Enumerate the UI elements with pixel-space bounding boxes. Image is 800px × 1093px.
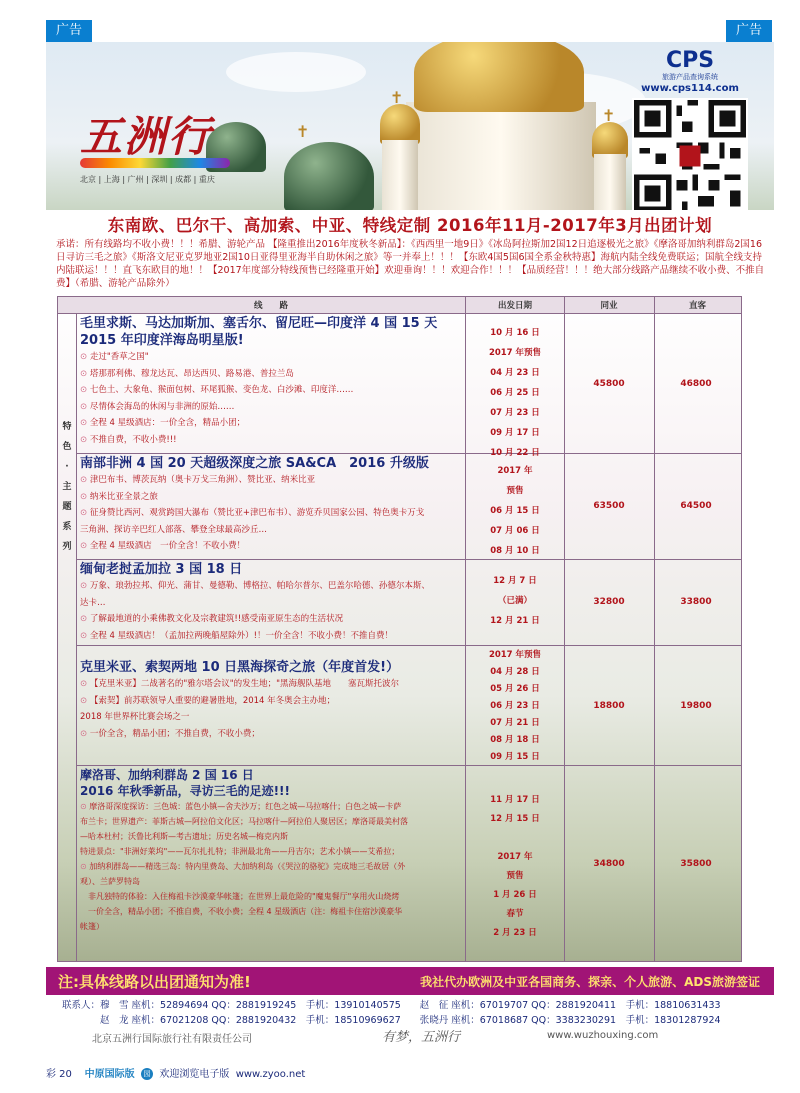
route-title: 南部非洲 4 国 20 天超级深度之旅 SA&CA 2016 升级版: [80, 456, 429, 471]
price-peer: 63500: [593, 501, 625, 511]
slogan: 有梦，五洲行: [382, 1030, 461, 1045]
route-bullet: ⊙ 走过"香草之国": [80, 349, 490, 366]
route-bullet: ⊙ 【克里米亚】二战著名的"雅尔塔会议"的发生地；"黑海舰队基地 塞瓦斯托波尔: [80, 676, 490, 693]
route-bullet: ⊙ 摩洛哥深度探访：三色城：蓝色小镇—舍夫沙万；红色之城—马拉喀什；白色之城—卡萨: [80, 799, 490, 814]
table-row: [80, 561, 490, 644]
page-number: 彩 20: [46, 1069, 72, 1080]
header-route: 线 路: [253, 301, 288, 311]
route-title: 摩洛哥、加纳利群岛 2 国 16 日: [80, 768, 254, 782]
route-subtitle: 2016 年秋季新品，寻访三毛的足迹!!!: [80, 784, 290, 798]
contact-row: 联系人：穆 雪 座机：52894694 QQ：2881919245 手机：13910140575 赵 征 座机：67019707 QQ：2881920411 手机：18810631433: [62, 1000, 721, 1011]
header-peer: 同业: [600, 301, 618, 311]
table-row: [80, 315, 490, 448]
route-text: 非凡独特的体验：入住梅祖卡沙漠豪华帐篷；在世界上最危险的"魔鬼餐厅"享用火山烧烤: [80, 892, 400, 901]
price-direct: 64500: [680, 501, 712, 511]
company-website[interactable]: www.wuzhouxing.com: [547, 1030, 659, 1041]
route-text: —哈本杜村；沃鲁比利斯—考古遗址；历史名城—梅克内斯: [80, 832, 288, 841]
route-bullet: ⊙ 全程 4 星级酒店 一价全含！不收小费！: [80, 538, 490, 555]
price-peer: 32800: [593, 597, 625, 607]
route-bullet: ⊙ 万象、琅勃拉邦、仰光、蒲甘、曼德勒、博格拉、帕哈尔普尔、巴盖尔哈德、孙德尔本斯、: [80, 578, 490, 595]
price-direct: 19800: [680, 701, 712, 711]
row-divider: [76, 765, 741, 766]
departure-dates: 12 月 7 日 （已满） 12 月 21 日: [490, 576, 540, 626]
table-row: [80, 659, 490, 742]
route-bullet: ⊙ 【索契】前苏联领导人重要的避暑胜地，2014 年冬奥会主办地；: [80, 693, 490, 710]
brand-logo: [80, 104, 240, 185]
row-divider: [76, 453, 741, 454]
qr-code-icon: [632, 98, 748, 210]
price-direct: 33800: [680, 597, 712, 607]
promo-text: 承诺：所有线路均不收小费！！！希腊、游轮产品 【隆重推出2016年度秋冬新品】：《西西里一地9日》《冰岛阿拉斯加2国12日追逐极光之旅》《摩洛哥加纳利群岛2国16日寻访三毛之旅》《斯洛文尼亚克罗地亚2国10日亚得里亚海半自助休闲之旅》等一并奉上！！！【东欧4国5国6国全系金秋特惠】海航内陆全线免费联运；国航全线支持内陆联运！！！直飞东欧目的地！！【2017年度部分特线预售已经隆重开始】欢迎垂询！！！欢迎合作！！！【品质经营！！！绝大部分线路产品继续不收小费、不推自费】（希腊、游轮产品除外）: [56, 239, 765, 289]
contact-list: [62, 998, 762, 1028]
golden-dome: [414, 42, 584, 112]
route-text: 一价全含，精品小团；不推自费，不收小费；全程 4 星级酒店（注：梅祖卡住宿沙漠豪华: [80, 907, 403, 916]
departure-dates: 11 月 17 日 12 月 15 日 2017 年 预售 1 月 26 日 春节 2 月 23 日: [490, 795, 540, 938]
ad-label-left: 广告: [46, 20, 92, 42]
itinerary-table: [57, 296, 742, 962]
table-row: [80, 455, 490, 555]
hero-banner: ✝ ✝ ✝ 五洲行 北京 | 上海 | 广州 | 深圳 | 成都 | 重庆 CPS 旅游产品查询系统 www.cps114.com: [46, 42, 774, 210]
header-dates: 出发日期: [497, 301, 532, 311]
header-direct: 直客: [688, 301, 706, 311]
cps-title: CPS: [665, 48, 715, 73]
ad-label-right: 广告: [726, 20, 772, 42]
route-title: 毛里求斯、马达加斯加、塞舌尔、留尼旺—印度洋 4 国 15 天: [80, 316, 438, 331]
departure-dates: 2017 年预售 04 月 28 日 05 月 26 日 06 月 23 日 07 月 21 日 08 月 18 日 09 月 15 日: [488, 650, 542, 762]
notice-band: [46, 967, 774, 995]
route-text: 帐篷）: [80, 922, 104, 931]
route-bullet: ⊙ 征身赞比西河、观赏跨国大瀑布（赞比亚+津巴布韦）、游览乔贝国家公园、特色奥卡万戈: [80, 505, 490, 522]
cross-icon: ✝: [390, 88, 404, 107]
route-bullet: ⊙ 一价全含，精品小团；不推自费，不收小费；: [80, 726, 490, 743]
route-bullet: ⊙ 七色土、大象龟、猴面包树、环尾狐猴、变色龙、白沙滩、印度洋……: [80, 382, 490, 399]
route-bullet: ⊙ 了解最地道的小乘佛教文化及宗教建筑!!感受南亚原生态的生活状况: [80, 611, 490, 628]
cps-subtitle: 旅游产品查询系统: [662, 73, 718, 81]
row-divider: [76, 645, 741, 646]
table-row: [80, 767, 490, 934]
section-name: 中原国际版: [84, 1069, 135, 1080]
departure-dates: 2017 年 预售 06 月 15 日 07 月 06 日 08 月 10 日: [490, 466, 540, 556]
row-divider: [76, 559, 741, 560]
logo-text: 五洲行: [80, 112, 213, 161]
contact-row: 赵 龙 座机：67021208 QQ：2881920432 手机：18510969627 张晓丹 座机：67018687 QQ：3383230291 手机：18301287924: [62, 1015, 721, 1026]
page-headline: 东南欧、巴尔干、高加索、中亚、特线定制 2016年11月-2017年3月出团计划: [107, 216, 713, 235]
route-subtitle: 2015 年印度洋海岛明星版!: [80, 333, 244, 348]
brand-cities: 北京 | 上海 | 广州 | 深圳 | 成都 | 重庆: [80, 175, 215, 184]
route-bullet: ⊙ 不推自费，不收小费!!!: [80, 432, 490, 449]
price-direct: 46800: [680, 379, 712, 389]
cps-badge: [622, 50, 758, 210]
route-bullet: ⊙ 全程 4 星级酒店！（孟加拉两晚船屋除外）!！一价全含！不收小费！不推自费！: [80, 628, 490, 645]
route-title: 缅甸老挝孟加拉 3 国 18 日: [80, 562, 243, 577]
table-header: [58, 297, 741, 314]
route-bullet: ⊙ 津巴布韦、博茨瓦纳（奥卡万戈三角洲）、赞比亚、纳米比亚: [80, 472, 490, 489]
route-bullet: ⊙ 纳米比亚全景之旅: [80, 489, 490, 506]
publisher-badge-icon: 园: [141, 1068, 153, 1080]
column-divider: [76, 313, 77, 962]
route-bullet: ⊙ 加纳利群岛——精选三岛：特内里费岛、大加纳利岛（《哭泣的骆驼》完成地三毛故居（外: [80, 859, 490, 874]
price-peer: 34800: [593, 859, 625, 869]
route-bullet: ⊙ 全程 4 星级酒店：一价全含，精品小团；: [80, 415, 490, 432]
footer-url[interactable]: www.zyoo.net: [235, 1069, 306, 1080]
church-tower: [406, 102, 596, 210]
route-text: 特进景点："非洲好莱坞"——瓦尔扎扎特；非洲最北角——丹吉尔；艺术小镇——艾希拉；: [80, 847, 400, 856]
footer-note: 欢迎浏览电子版: [159, 1069, 230, 1080]
price-peer: 45800: [593, 379, 625, 389]
price-peer: 18800: [593, 701, 625, 711]
route-text: 观）、兰萨罗特岛: [80, 877, 140, 886]
route-text: 2018 年世界杯比赛会场之一: [80, 712, 190, 722]
notice-text: 注:具体线路以出团通知为准!: [58, 973, 251, 991]
price-direct: 35800: [680, 859, 712, 869]
company-name: 北京五洲行国际旅行社有限责任公司: [92, 1034, 252, 1045]
cps-url[interactable]: www.cps114.com: [641, 83, 739, 94]
page-footer: [46, 1065, 305, 1080]
route-text: 达卡…: [80, 597, 106, 608]
route-title: 克里米亚、索契两地 10 日黑海探奇之旅（年度首发!）: [80, 660, 400, 675]
route-bullet: ⊙ 塔那那利佛、穆龙达瓦、昂达西贝、路易港、普拉兰岛: [80, 366, 490, 383]
route-text: 布兰卡；世界遗产：菲斯古城—阿拉伯文化区；马拉喀什—阿拉伯人聚居区；摩洛哥最美村落: [80, 817, 408, 826]
route-bullet: ⊙ 尽情体会海岛的休闲与非洲的原始……: [80, 399, 490, 416]
route-text: 三角洲、探访辛巴红人部落、攀登全球最高沙丘…: [80, 524, 268, 535]
golden-dome-small: [380, 104, 420, 144]
green-dome: [284, 142, 374, 210]
visa-service-text: 我社代办欧洲及中亚各国商务、探亲、个人旅游、ADS旅游签证: [420, 975, 760, 989]
series-label: 特 色 · 主 题 系 列: [62, 422, 72, 552]
departure-dates: 10 月 16 日 2017 年预售 04 月 23 日 06 月 25 日 07 月 23 日 09 月 17 日 10 月 22 日: [488, 328, 542, 458]
